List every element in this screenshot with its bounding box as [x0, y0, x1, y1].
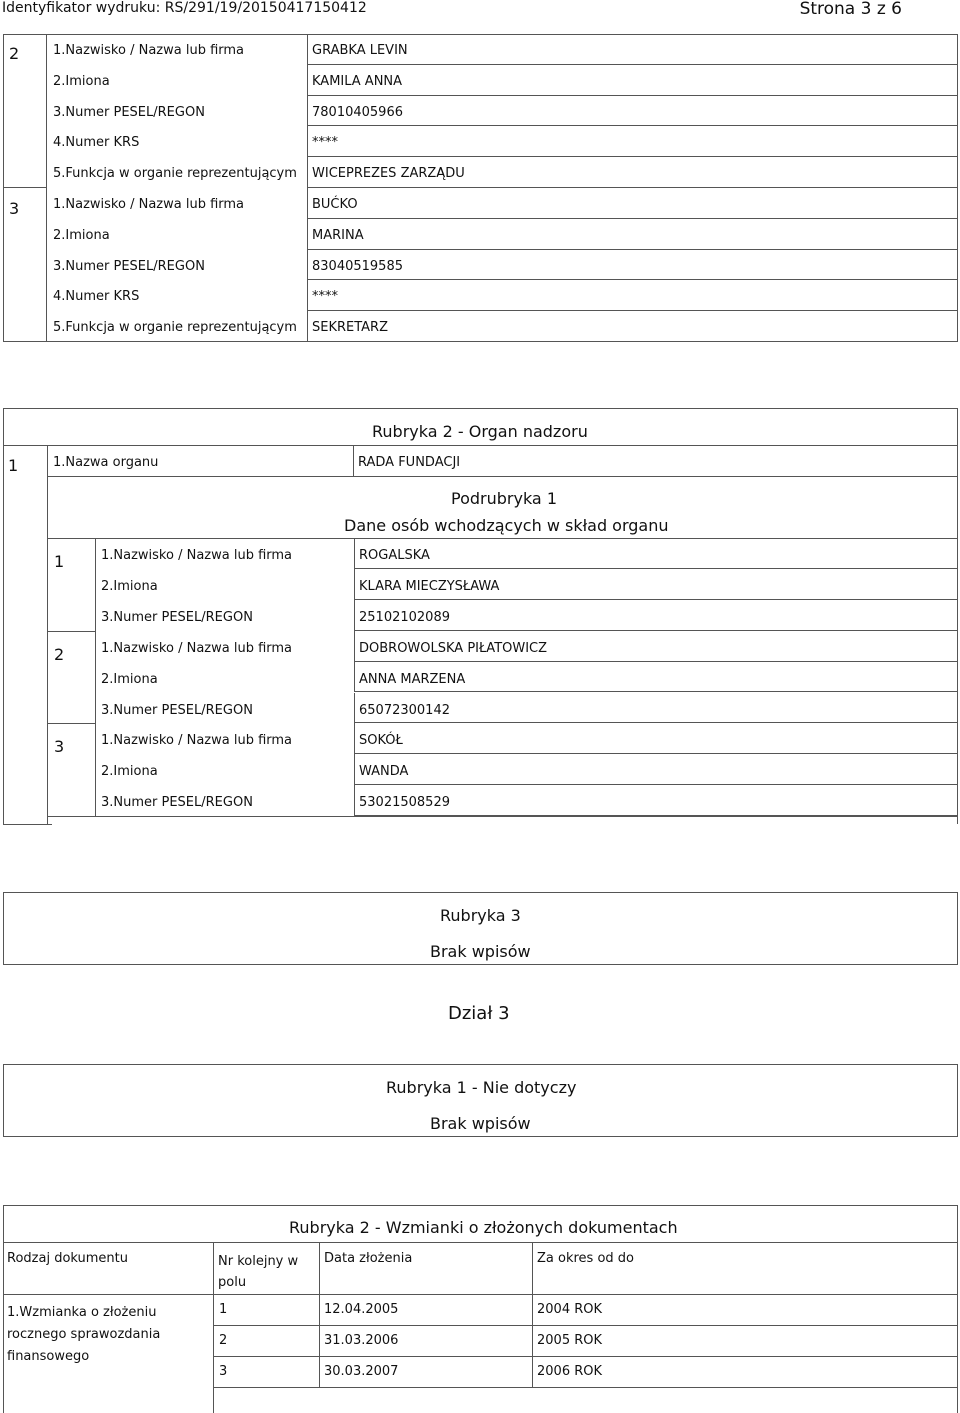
- doc-period: 2005 ROK: [537, 1333, 603, 1348]
- value-cell: [354, 754, 958, 785]
- page-number: Strona 3 z 6: [799, 0, 902, 19]
- rep-index: 3: [9, 199, 20, 218]
- field-label: 3.Numer PESEL/REGON: [101, 795, 253, 811]
- field-value: WICEPREZES ZARZĄDU: [312, 166, 465, 182]
- field-value: ROGALSKA: [359, 548, 430, 563]
- field-label: 1.Nazwisko / Nazwa lub firma: [101, 733, 293, 749]
- rubryka3-empty: Brak wpisów: [430, 942, 531, 961]
- field-value: KLARA MIECZYSŁAWA: [359, 578, 500, 594]
- field-value: ****: [312, 135, 338, 151]
- field-label: 3.Numer PESEL/REGON: [53, 104, 205, 120]
- organ-name-value: RADA FUNDACJI: [358, 455, 461, 470]
- print-id: Identyfikator wydruku: RS/291/19/20150417150412: [2, 0, 367, 16]
- doc-date: 31.03.2006: [324, 1333, 399, 1348]
- field-value: 83040519585: [312, 258, 403, 274]
- documents-title: Rubryka 2 - Wzmianki o złożonych dokumentach: [289, 1218, 678, 1237]
- rubryka3-title: Rubryka 3: [440, 906, 521, 925]
- col-header: Data złożenia: [324, 1251, 413, 1266]
- field-label: 1.Nazwisko / Nazwa lub firma: [101, 640, 293, 656]
- organ-title: Rubryka 2 - Organ nadzoru: [372, 422, 588, 441]
- rep-index: 2: [9, 44, 20, 63]
- value-cell: [354, 723, 958, 754]
- field-value: BUĆKO: [312, 197, 358, 212]
- doc-type: 1.Wzmianka o złożeniu rocznego sprawozdania finansowego: [7, 1305, 161, 1364]
- field-label: 3.Numer PESEL/REGON: [101, 702, 253, 718]
- field-label: 2.Imiona: [101, 578, 158, 594]
- field-label: 1.Nazwisko / Nazwa lub firma: [101, 548, 293, 563]
- field-value: 53021508529: [359, 795, 450, 811]
- rubryka1-title: Rubryka 1 - Nie dotyczy: [386, 1078, 577, 1097]
- doc-date: 12.04.2005: [324, 1302, 399, 1317]
- field-label: 5.Funkcja w organie reprezentującym: [53, 320, 297, 336]
- field-value: 25102102089: [359, 609, 450, 625]
- field-label: 4.Numer KRS: [53, 135, 140, 151]
- field-value: KAMILA ANNA: [312, 73, 403, 89]
- field-label: 1.Nazwisko / Nazwa lub firma: [53, 197, 245, 212]
- field-value: DOBROWOLSKA PIŁATOWICZ: [359, 640, 548, 656]
- dzial-title: Dział 3: [448, 1003, 510, 1024]
- field-value: 78010405966: [312, 104, 403, 120]
- field-label: 3.Numer PESEL/REGON: [101, 609, 253, 625]
- field-label: 5.Funkcja w organie reprezentującym: [53, 166, 297, 182]
- field-value: ANNA MARZENA: [359, 671, 466, 687]
- organ-index: 1: [8, 456, 19, 475]
- person-index: 2: [54, 644, 65, 664]
- field-value: WANDA: [359, 764, 409, 780]
- field-value: ****: [312, 289, 338, 305]
- field-label: 2.Imiona: [101, 764, 158, 780]
- person-separator: [47, 723, 95, 724]
- doc-date: 30.03.2007: [324, 1364, 399, 1379]
- field-label: 4.Numer KRS: [53, 289, 140, 305]
- sub-title: Podrubryka 1: [451, 489, 557, 508]
- organ-name-label: 1.Nazwa organu: [53, 455, 159, 470]
- field-value: 65072300142: [359, 702, 450, 718]
- person-separator: [47, 631, 95, 632]
- field-label: 3.Numer PESEL/REGON: [53, 258, 205, 274]
- doc-nr: 1: [219, 1302, 228, 1317]
- col-header: Nr kolejny w polu: [218, 1254, 299, 1290]
- sub-subtitle: Dane osób wchodzących w skład organu: [344, 516, 669, 535]
- field-value: GRABKA LEVIN: [312, 43, 408, 58]
- field-label: 2.Imiona: [53, 73, 110, 89]
- field-value: MARINA: [312, 227, 364, 243]
- value-cell: [354, 538, 958, 569]
- person-index: 1: [54, 552, 65, 571]
- field-label: 1.Nazwisko / Nazwa lub firma: [53, 43, 245, 58]
- field-label: 2.Imiona: [53, 227, 110, 243]
- col-header: Za okres od do: [537, 1251, 634, 1266]
- rubryka1-empty: Brak wpisów: [430, 1114, 531, 1133]
- field-value: SEKRETARZ: [312, 320, 389, 336]
- field-label: 2.Imiona: [101, 671, 158, 687]
- field-value: SOKÓŁ: [359, 733, 403, 749]
- person-index: 3: [54, 737, 65, 757]
- col-header: Rodzaj dokumentu: [7, 1251, 128, 1266]
- doc-period: 2004 ROK: [537, 1302, 603, 1317]
- doc-period: 2006 ROK: [537, 1364, 603, 1379]
- doc-nr: 3: [219, 1364, 228, 1379]
- doc-nr: 2: [219, 1333, 228, 1348]
